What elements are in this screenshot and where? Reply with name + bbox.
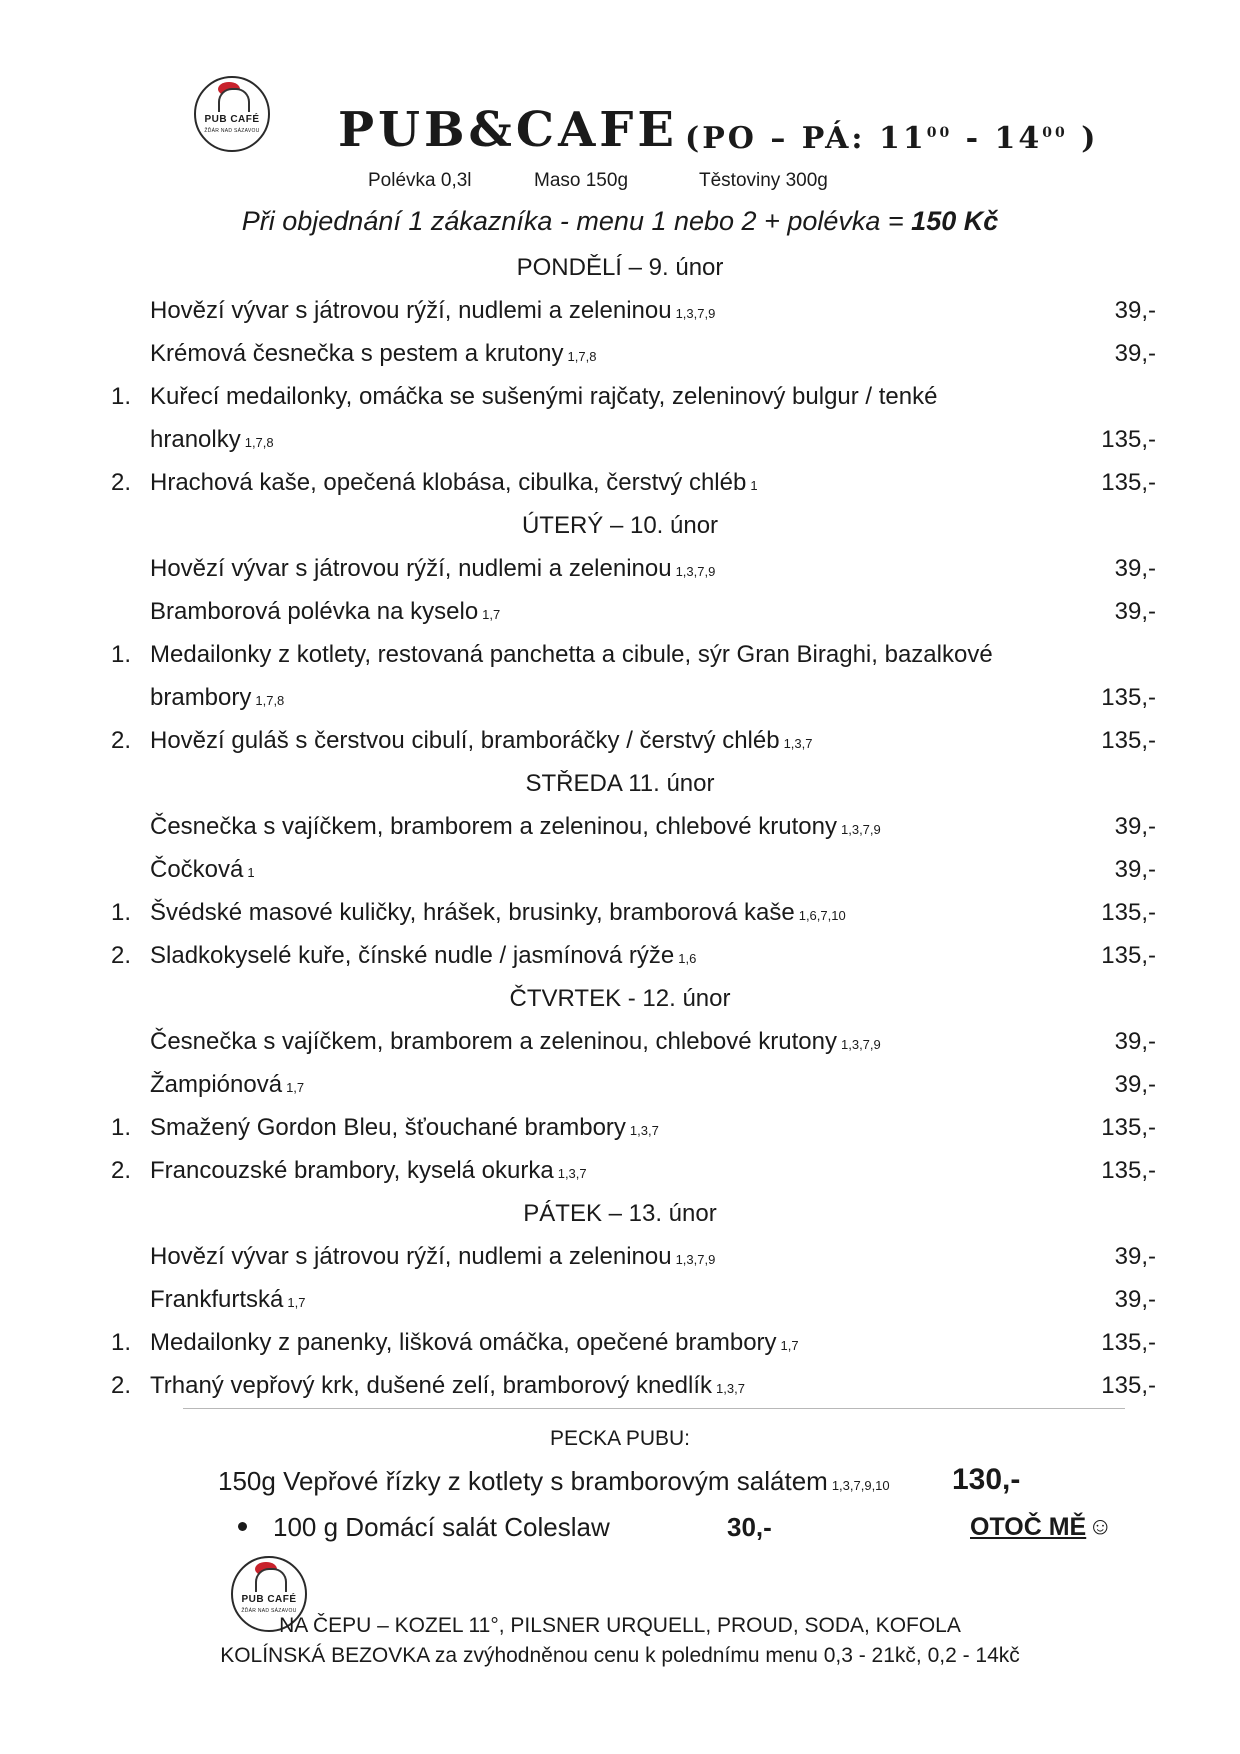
day-heading: PONDĚLÍ – 9. únor <box>516 254 724 281</box>
dish-text: Frankfurtská <box>150 1286 284 1313</box>
dish-text: Trhaný vepřový krk, dušené zelí, bramborový knedlík <box>150 1372 713 1399</box>
day-heading: STŘEDA 11. únor <box>525 770 715 797</box>
allergens: 1,3,7 <box>629 1123 659 1138</box>
allergens: 1,6,7,10 <box>798 908 846 923</box>
hours-suffix: ) <box>1067 121 1099 156</box>
allergens: 1 <box>750 478 758 493</box>
dish-name <box>150 339 1100 372</box>
dish-price: 39,- <box>1114 340 1156 367</box>
dish-text: Medailonky z kotlety, restovaná panchetta a cibule, sýr Gran Biraghi, bazalkové <box>150 641 993 668</box>
dish-text: Hrachová kaše, opečená klobása, cibulka, čerstvý chléb <box>150 469 747 496</box>
dish-text: Bramborová polévka na kyselo <box>150 598 479 625</box>
dish-text: Hovězí vývar s játrovou rýží, nudlemi a zeleninou <box>150 555 672 582</box>
dish-price: 135,- <box>1101 469 1156 496</box>
dish-name <box>150 1070 1100 1103</box>
logo-building-icon <box>255 1568 287 1592</box>
dish-price: 39,- <box>1114 555 1156 582</box>
hours-sup-end: 00 <box>1042 125 1068 141</box>
bullet-icon <box>238 1522 247 1531</box>
dish-name <box>150 1242 1100 1275</box>
dish-number: 1. <box>111 1114 132 1141</box>
dish-price: 39,- <box>1114 297 1156 324</box>
dish-price: 39,- <box>1114 1028 1156 1055</box>
dish-name <box>150 1113 1100 1146</box>
dish-number: 2. <box>111 942 132 969</box>
dish-number: 1. <box>111 899 132 926</box>
dish-price: 135,- <box>1101 1372 1156 1399</box>
allergens: 1,3,7,9 <box>841 822 881 837</box>
dish-price: 135,- <box>1101 942 1156 969</box>
dish-name-continued <box>150 425 1100 458</box>
offer-text: Při objednání 1 zákazníka - menu 1 nebo 2 + polévka = <box>241 206 912 236</box>
allergens: 1,7,8 <box>567 349 597 364</box>
allergens: 1,3,7 <box>557 1166 587 1181</box>
allergens: 1,7,8 <box>255 693 285 708</box>
page-title: PUB&CAFE <box>338 102 678 158</box>
dish-price: 135,- <box>1101 426 1156 453</box>
dish-name-continued <box>150 683 1100 716</box>
dish-name <box>150 468 1100 501</box>
dish-number: 1. <box>111 1329 132 1356</box>
dish-price: 135,- <box>1101 1329 1156 1356</box>
dish-text: Kuřecí medailonky, omáčka se sušenými rajčaty, zeleninový bulgur / tenké <box>150 383 938 410</box>
dish-name <box>150 941 1100 974</box>
dish-name <box>150 1371 1100 1404</box>
dish-number: 2. <box>111 1372 132 1399</box>
allergens: 1,3,7,9 <box>675 306 716 321</box>
soup-size: Polévka 0,3l <box>368 170 472 191</box>
dish-name <box>150 812 1100 845</box>
dish-name <box>150 382 1100 412</box>
dish-price: 39,- <box>1114 1243 1156 1270</box>
allergens: 1,7 <box>780 1338 799 1353</box>
logo-name: PUB CAFÉ <box>241 1594 297 1605</box>
dish-text: Hovězí vývar s játrovou rýží, nudlemi a zeleninou <box>150 1243 672 1270</box>
dish-number: 2. <box>111 1157 132 1184</box>
dish-name <box>150 855 1100 888</box>
special-price: 130,- <box>952 1463 1021 1496</box>
dish-text: Hovězí guláš s čerstvou cibulí, bramboráčky / čerstvý chléb <box>150 727 780 754</box>
day-heading: ÚTERÝ – 10. únor <box>521 512 719 539</box>
salad-item: 100 g Domácí salát Coleslaw <box>273 1512 610 1542</box>
turn-over-note: OTOČ MĚ <box>970 1513 1087 1541</box>
dish-text-continued: hranolky <box>150 426 241 453</box>
dish-name <box>150 1285 1100 1318</box>
dish-name <box>150 898 1100 931</box>
dish-text: Švédské masové kuličky, hrášek, brusinky, bramborová kaše <box>150 899 795 926</box>
allergens: 1,7 <box>287 1295 306 1310</box>
dish-number: 2. <box>111 727 132 754</box>
menu-offer <box>0 206 1240 237</box>
dish-price: 135,- <box>1101 727 1156 754</box>
dish-text: Čočková <box>150 856 244 883</box>
day-heading: ČTVRTEK - 12. únor <box>509 985 731 1012</box>
dish-price: 135,- <box>1101 684 1156 711</box>
allergens: 1,3,7,9 <box>841 1037 881 1052</box>
day-heading: PÁTEK – 13. únor <box>523 1200 717 1227</box>
dish-number: 1. <box>111 641 132 668</box>
hours-sup-start: 00 <box>926 125 953 141</box>
smiley-icon: ☺ <box>1088 1513 1113 1540</box>
allergens: 1,3,7 <box>716 1381 745 1396</box>
allergens: 1,7,8 <box>244 435 274 450</box>
logo-subtitle: ŽĎÁR NAD SÁZAVOU <box>204 128 260 134</box>
pub-cafe-logo <box>194 76 270 152</box>
special-title: PECKA PUBU: <box>549 1427 691 1450</box>
special-item-text: 150g Vepřové řízky z kotlety s bramborovým salátem <box>218 1466 828 1496</box>
dish-name <box>150 296 1100 329</box>
dish-text: Francouzské brambory, kyselá okurka <box>150 1157 554 1184</box>
dish-text: Krémová česnečka s pestem a krutony <box>150 340 564 367</box>
dish-name <box>150 597 1100 630</box>
special-allergens: 1,3,7,9,10 <box>831 1478 890 1493</box>
pasta-size: Těstoviny 300g <box>699 170 828 191</box>
allergens: 1,3,7 <box>783 736 813 751</box>
dish-text: Česnečka s vajíčkem, bramborem a zeleninou, chlebové krutony <box>150 813 837 840</box>
allergens: 1,6 <box>678 951 697 966</box>
dish-price: 39,- <box>1114 1286 1156 1313</box>
dish-name <box>150 1328 1100 1361</box>
dish-price: 39,- <box>1114 813 1156 840</box>
dish-name <box>150 554 1100 587</box>
dish-price: 135,- <box>1101 1157 1156 1184</box>
dish-text: Sladkokyselé kuře, čínské nudle / jasmínová rýže <box>150 942 675 969</box>
dish-number: 2. <box>111 469 132 496</box>
special-item <box>218 1464 890 1503</box>
dish-price: 39,- <box>1114 856 1156 883</box>
dish-number: 1. <box>111 383 132 410</box>
dish-text-continued: brambory <box>150 684 252 711</box>
dish-text: Žampiónová <box>150 1071 283 1098</box>
dish-text: Hovězí vývar s játrovou rýží, nudlemi a zeleninou <box>150 297 672 324</box>
dish-price: 39,- <box>1114 598 1156 625</box>
logo-subtitle: ŽĎÁR NAD SÁZAVOU <box>241 1608 297 1614</box>
dish-price: 39,- <box>1114 1071 1156 1098</box>
allergens: 1,3,7,9 <box>675 1252 716 1267</box>
dish-text: Smažený Gordon Bleu, šťouchané brambory <box>150 1114 626 1141</box>
allergens: 1,7 <box>286 1080 305 1095</box>
dish-price: 135,- <box>1101 899 1156 926</box>
allergens: 1 <box>247 865 255 880</box>
dish-text: Česnečka s vajíčkem, bramborem a zeleninou, chlebové krutony <box>150 1028 837 1055</box>
allergens: 1,7 <box>482 607 501 622</box>
dish-name <box>150 726 1100 759</box>
bezovka-offer: KOLÍNSKÁ BEZOVKA za zvýhodněnou cenu k polednímu menu 0,3 - 21kč, 0,2 - 14kč <box>220 1644 1020 1667</box>
hours-mid: - 14 <box>952 121 1043 156</box>
logo-name: PUB CAFÉ <box>204 114 260 125</box>
draft-drinks: NA ČEPU – KOZEL 11°, PILSNER URQUELL, PROUD, SODA, KOFOLA <box>279 1614 961 1637</box>
meat-size: Maso 150g <box>534 170 629 191</box>
dish-price: 135,- <box>1101 1114 1156 1141</box>
offer-price: 150 Kč <box>911 206 999 236</box>
allergens: 1,3,7,9 <box>675 564 716 579</box>
logo-building-icon <box>218 88 250 112</box>
dish-name <box>150 1027 1100 1060</box>
dish-name <box>150 1156 1100 1189</box>
opening-hours <box>685 113 1098 159</box>
salad-price: 30,- <box>727 1512 772 1542</box>
dish-text: Medailonky z panenky, lišková omáčka, opečené brambory <box>150 1329 777 1356</box>
hours-prefix: (PO – PÁ: 11 <box>685 121 927 156</box>
divider <box>183 1408 1125 1409</box>
dish-name <box>150 640 1100 670</box>
